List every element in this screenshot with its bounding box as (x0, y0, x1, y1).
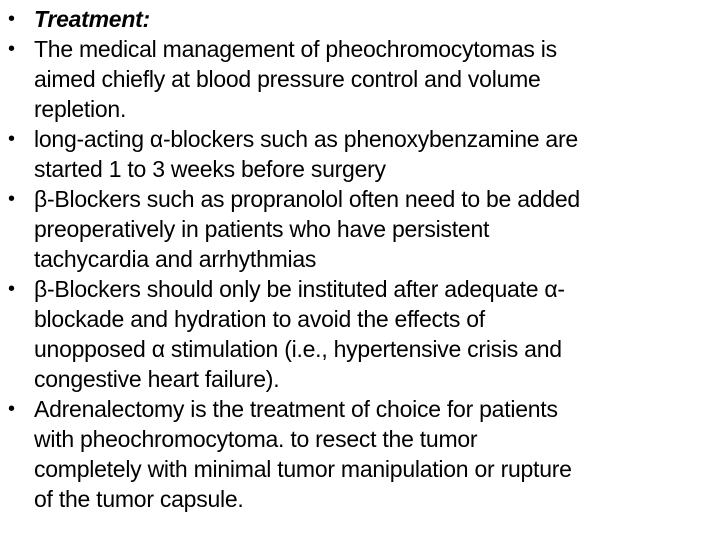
bullet-text-line: repletion. (34, 96, 127, 122)
bullet-icon: • (8, 278, 15, 300)
bullet-text-line: Adrenalectomy is the treatment of choice for patients (34, 396, 558, 422)
bullet-list (4, 4, 720, 514)
bullet-item (4, 394, 720, 514)
bullet-text-line: unopposed α stimulation (i.e., hypertensive crisis and (34, 336, 562, 362)
bullet-text-line: congestive heart failure). (34, 366, 280, 392)
bullet-item (4, 34, 720, 124)
bullet-item (4, 184, 720, 274)
heading-bullet (4, 4, 720, 34)
bullet-text-line: preoperatively in patients who have persistent (34, 216, 490, 242)
bullet-text-line: completely with minimal tumor manipulation or rupture (34, 456, 572, 482)
bullet-text-line: long-acting α-blockers such as phenoxybenzamine are (34, 126, 578, 152)
bullet-text-line: aimed chiefly at blood pressure control and volume (34, 66, 541, 92)
bullet-text-line: β-Blockers should only be instituted after adequate α- (34, 276, 565, 302)
bullet-text-line: with pheochromocytoma. to resect the tumor (34, 426, 478, 452)
bullet-text-line: tachycardia and arrhythmias (34, 246, 317, 272)
bullet-item (4, 274, 720, 394)
section-heading: Treatment: (34, 6, 150, 32)
bullet-text-line: β-Blockers such as propranolol often need to be added (34, 186, 580, 212)
bullet-item (4, 124, 720, 184)
bullet-icon: • (8, 128, 15, 150)
bullet-text-line: blockade and hydration to avoid the effects of (34, 306, 485, 332)
bullet-text-line: of the tumor capsule. (34, 486, 244, 512)
bullet-icon: • (8, 38, 15, 60)
bullet-icon: • (8, 188, 15, 210)
bullet-icon: • (8, 398, 15, 420)
bullet-text-line: started 1 to 3 weeks before surgery (34, 156, 386, 182)
bullet-icon: • (8, 8, 15, 30)
bullet-text-line: The medical management of pheochromocytomas is (34, 36, 557, 62)
